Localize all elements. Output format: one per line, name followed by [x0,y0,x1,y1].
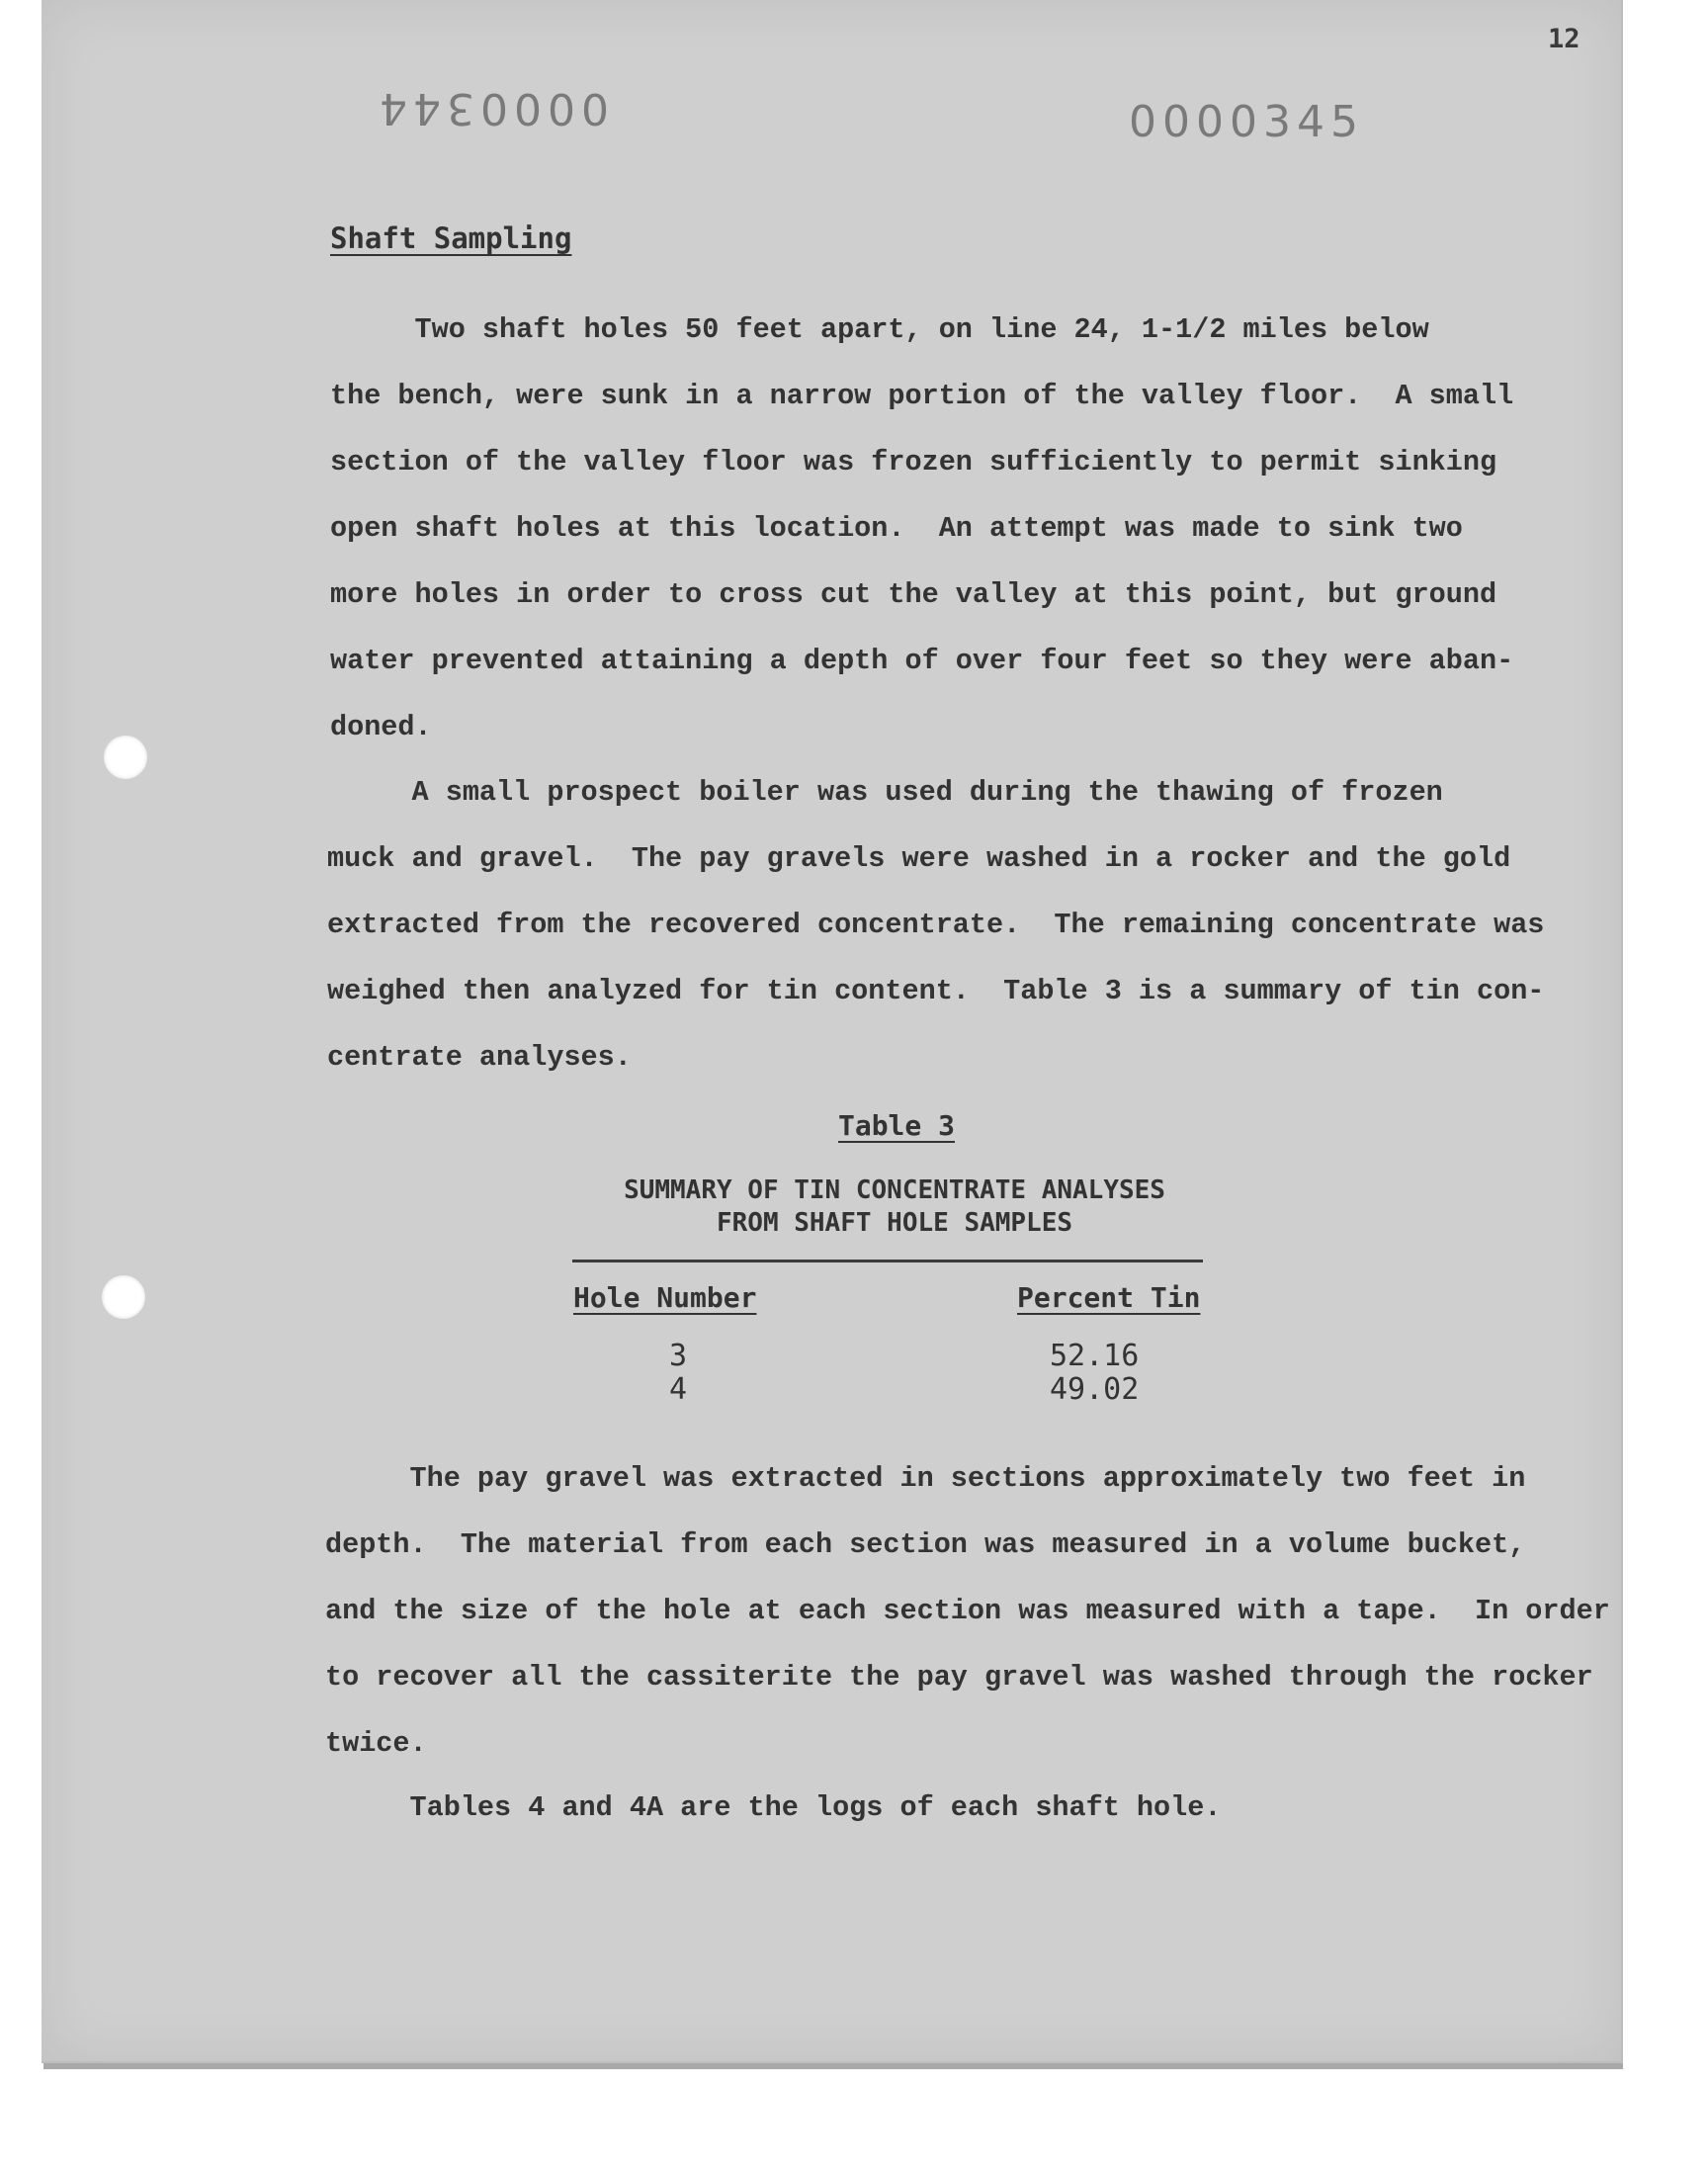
table-subtitle-line-1: SUMMARY OF TIN CONCENTRATE ANALYSES [624,1175,1165,1205]
table-cell-hole: 4 [669,1372,688,1407]
table-cell-hole: 3 [669,1339,688,1373]
punch-hole-top [104,736,147,779]
table-rule [572,1260,1203,1262]
table-cell-percent: 49.02 [1050,1372,1140,1407]
sheet-edge-shadow [43,2063,1623,2069]
column-header-percent-tin: Percent Tin [1017,1281,1201,1314]
punch-hole-bottom [102,1275,145,1319]
paragraph-4: Tables 4 and 4A are the logs of each shaft hole. [325,1791,1222,1824]
page-number: 12 [1548,24,1580,54]
table-title: Table 3 [837,1109,955,1142]
section-heading: Shaft Sampling [330,221,572,255]
paragraph-2: A small prospect boiler was used during the thawing of frozen muck and gravel. The pay gravels were washed in a rocker and the gold extracted from the recovered concentrate. The remaining concentrate was weighed then analyzed for tin content. Table 3 is a summary of tin con- centrate analyses. [327,776,1545,1074]
table-cell-percent: 52.16 [1050,1339,1140,1373]
table-subtitle-line-2: FROM SHAFT HOLE SAMPLES [716,1208,1073,1238]
paragraph-3: The pay gravel was extracted in sections approximately two feet in depth. The material from each section was measured in a volume bucket, and the size of the hole at each section was measured with a tape. In order to recover all the cassiterite the pay gravel was washed through the rocker twice. [325,1462,1610,1760]
paragraph-1: Two shaft holes 50 feet apart, on line 24, 1-1/2 miles below the bench, were sunk in a narrow portion of the valley floor. A small section of the valley floor was frozen sufficiently to permit sinking open shaft holes at this location. An attempt was made to sink two more holes in order to cross cut the valley at this point, but ground water prevented attaining a depth of over four feet so they were aban- doned. [330,313,1514,743]
document-stamp-inverted: 0000344 [374,83,609,133]
column-header-hole-number: Hole Number [573,1281,757,1314]
document-stamp: 0000345 [1129,97,1364,147]
scan-margin [0,2088,1708,2175]
table-subtitle [0,1174,1708,1240]
